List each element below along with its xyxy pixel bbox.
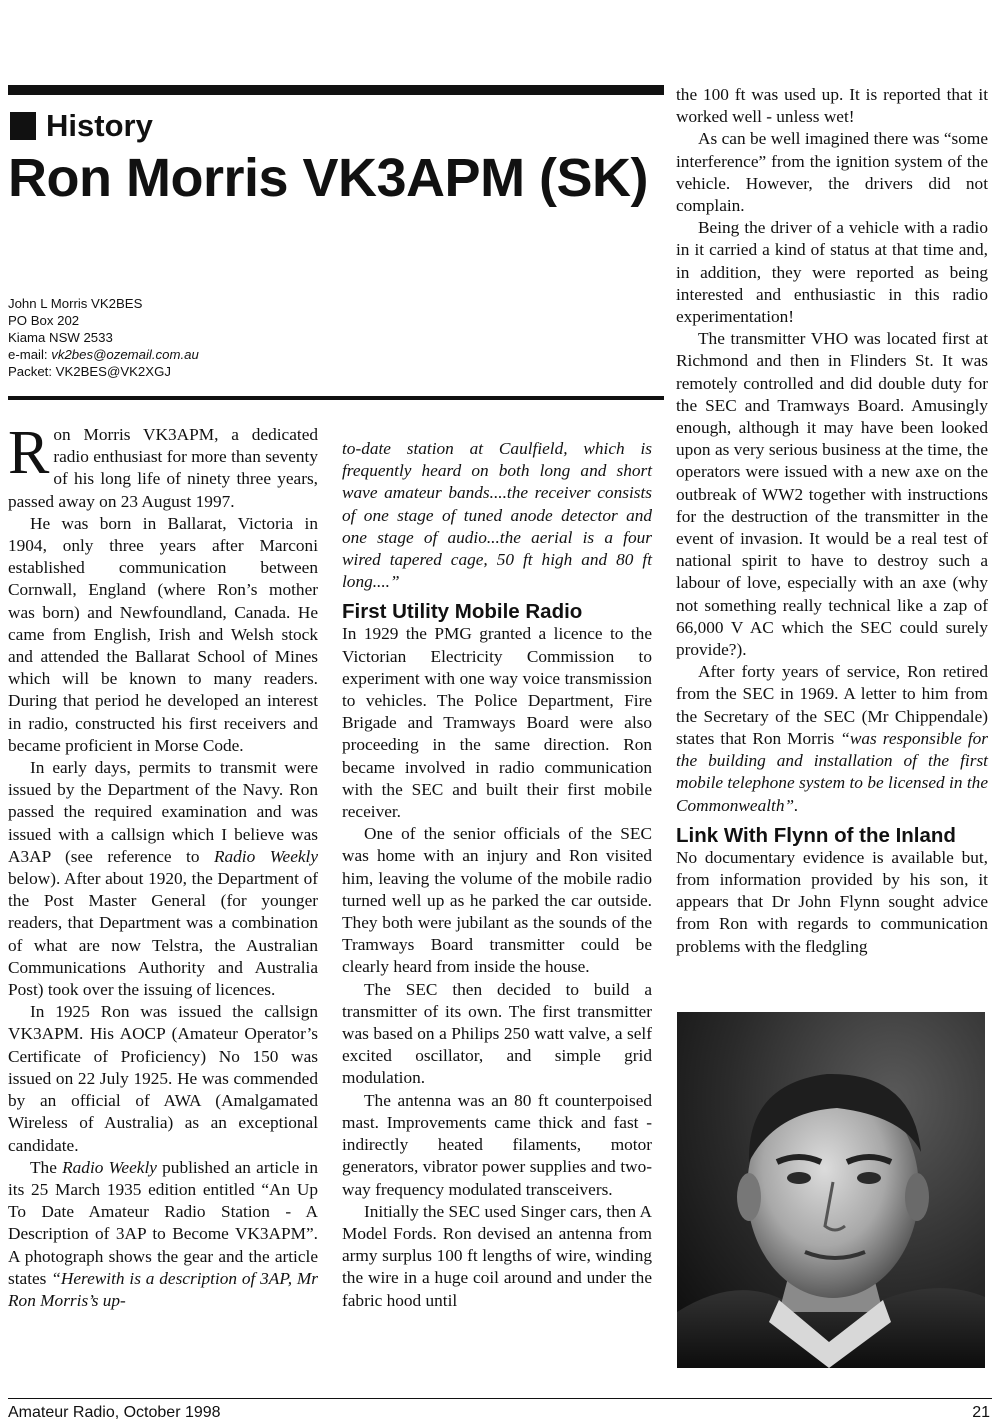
article-column-1	[8, 419, 319, 1312]
paragraph: The transmitter VHO was located first at Richmond and then in Flinders St. It was remotely controlled and did double duty for the SEC and Tramways Board. Amusingly enough, although it may have been looked upon as very serious business at the time, the operators were issued with a new axe on the outbreak of WW2 together with instructions for the destruction of the transmitter in the event of invasion. It would be a real test of national spirit to have to destroy such a labour of love, especially with an axe (why not something really technical like a zap of 66,000 V AC which the SEC could surely provide?).	[676, 329, 988, 660]
paragraph: In early days, permits to transmit were issued by the Department of the Navy. Ron passed the required examination and was issued with a callsign which I believe was A3AP (see reference to Radio Weekly below). After about 1920, the Department of the Post Master General (for younger readers, that Department was a combination of what are now Telstra, the Australian Communications Authority and Australia Post) took over the issuing of licences.	[8, 758, 319, 1000]
author-block	[8, 295, 199, 380]
paragraph: In 1925 Ron was issued the callsign VK3APM. His AOCP (Amateur Operator’s Certificate of Proficiency) No 150 was issued on 22 July 1925. He was commended by an official of AWA (Amalgamated Wireless of Australia) as an exceptional candidate.	[8, 1002, 318, 1155]
article-title: Ron Morris VK3APM (SK)	[8, 148, 649, 208]
paragraph: Initially the SEC used Singer cars, then A Model Fords. Ron devised an antenna from army surplus 100 ft lengths of wire, winding the wire in a huge coil around and under the fabric hood until	[342, 1201, 652, 1310]
byline-rule	[8, 396, 664, 400]
email-address: vk2bes@ozemail.com.au	[51, 347, 199, 362]
paragraph: Ron Morris VK3APM, a dedicated radio enthusiast for more than seventy of his long life of ninety three years, passed away on 23 August 1997.	[8, 419, 318, 511]
author-address-line1: PO Box 202	[8, 313, 80, 328]
header-rule	[8, 85, 664, 95]
author-email	[8, 346, 199, 363]
paragraph: the 100 ft was used up. It is reported that it worked well - unless wet!	[676, 85, 988, 127]
paragraph: In 1929 the PMG granted a licence to the Victorian Electricity Commission to experiment with one way voice transmission to vehicles. The Police Department, Fire Brigade and Tramways Board were also proceeding in the same direction. Ron became involved in radio communication with the SEC and built their first mobile receiver.	[342, 624, 652, 822]
portrait-image	[677, 1012, 985, 1368]
page-number: 21	[972, 1404, 990, 1421]
quote-continuation: to-date station at Caulfield, which is frequently heard on both long and short wave amateur bands....the receiver consists of one stage of tuned anode detector and one stage of audio...the aerial is a four wired tapered cage, 50 ft high and 80 ft long....”	[342, 439, 652, 592]
paragraph: No documentary evidence is available but, from information provided by his son, it appears that Dr John Flynn sought advice from Ron with regards to communication problems with the fledgling	[676, 847, 988, 956]
section-title: History	[46, 108, 153, 143]
portrait-photo	[677, 1012, 985, 1368]
paragraph: Being the driver of a vehicle with a radio in it carried a kind of status at that time and, in addition, they were reported as being interested and enthusiastic in this radio experimentation!	[676, 218, 988, 327]
square-bullet-icon	[10, 112, 36, 140]
paragraph: The SEC then decided to build a transmitter of its own. The first transmitter was based on a Philips 250 watt valve, a self excited oscillator, and simple grid modulation.	[342, 979, 652, 1088]
paragraph: One of the senior officials of the SEC was home with an injury and Ron visited him, leaving the volume of the mobile radio turned well up as he parked the car outside. They both were jubilant as the sounds of the Tramways Board transmitter could be clearly heard from inside the house.	[342, 824, 652, 977]
footer-rule	[8, 1398, 992, 1399]
paragraph: The Radio Weekly published an article in its 25 March 1935 edition entitled “An Up To Date Amateur Radio Station - A Description of 3AP to Become VK3APM”. A photograph shows the gear and the article states “Herewith is a description of 3AP, Mr Ron Morris’s up-	[8, 1157, 319, 1310]
article-column-2	[342, 438, 652, 1312]
paragraph: The antenna was an 80 ft counterpoised mast. Improvements came thick and fast - indirectly heated filaments, motor generators, vibrator power supplies and two-way frequency modulated transceivers.	[342, 1090, 652, 1199]
article-column-3	[676, 84, 988, 958]
author-address-line2: Kiama NSW 2533	[8, 330, 113, 345]
footer-publication: Amateur Radio, October 1998	[8, 1404, 221, 1421]
paragraph: As can be well imagined there was “some interference” from the ignition system of the vehicle. However, the drivers did not complain.	[676, 129, 988, 216]
subheading: First Utility Mobile Radio	[342, 600, 583, 624]
paragraph: After forty years of service, Ron retired from the SEC in 1969. A letter to him from the Secretary of the SEC (Mr Chippendale) states that Ron Morris “was responsible for the building and installation of the first mobile telephone system to be licensed in the Commonwealth”.	[676, 662, 988, 815]
author-packet: Packet: VK2BES@VK2XGJ	[8, 364, 171, 379]
author-name: John L Morris VK2BES	[8, 296, 143, 311]
subheading: Link With Flynn of the Inland	[676, 823, 956, 847]
email-label: e-mail:	[8, 347, 48, 362]
drop-cap: R	[8, 419, 50, 487]
section-label	[10, 108, 153, 144]
paragraph: He was born in Ballarat, Victoria in 1904, only three years after Marconi established communication between Cornwall, England (where Ron’s mother was born) and Newfoundland, Canada. He came from English, Irish and Welsh stock and attended the Ballarat School of Mines which will be known to many readers. During that period he developed an interest in radio, constructed his first receivers and became proficient in Morse Code.	[8, 513, 318, 755]
